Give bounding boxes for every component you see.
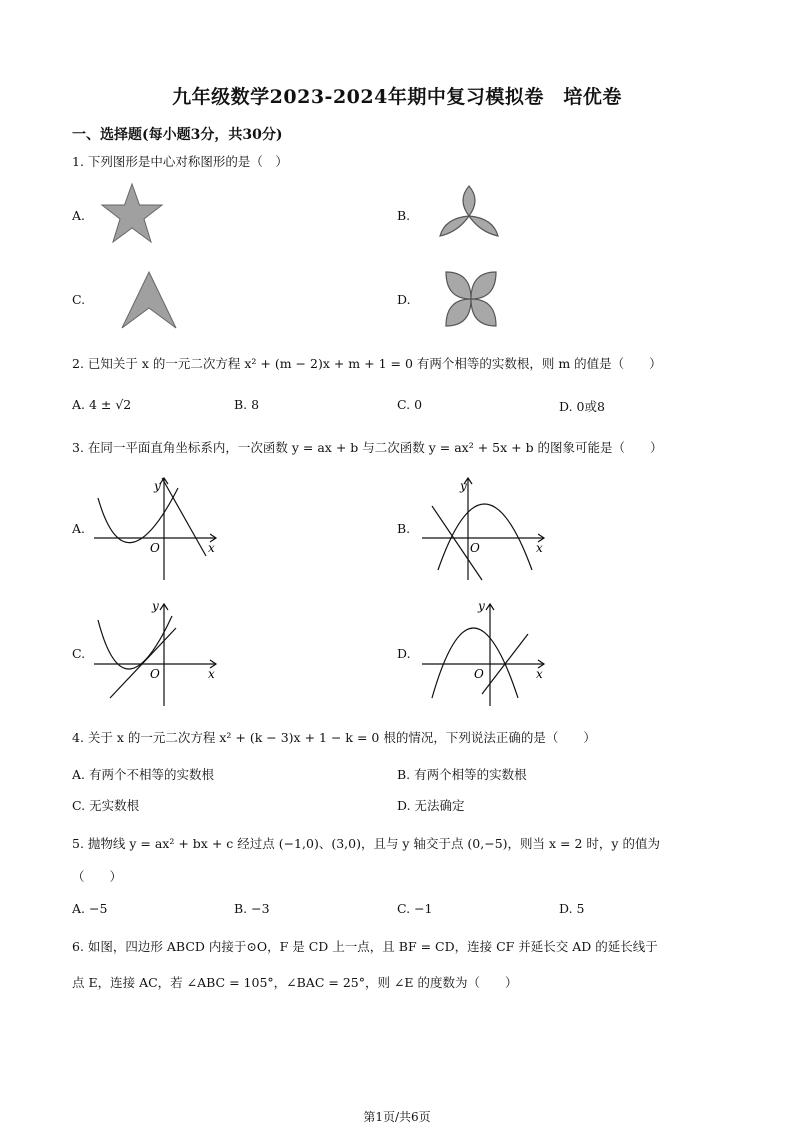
q5-option-c: C. −1 (397, 901, 433, 916)
graph-d (418, 598, 553, 710)
graph-b-y-label: y (460, 479, 467, 493)
q2-option-d: D. 0或8 (559, 399, 605, 414)
q2-option-a: A. 4 ± √2 (72, 397, 132, 412)
q3-option-a: A. (72, 521, 86, 536)
q4-stem: 4. 关于 x 的一元二次方程 x² + (k − 3)x + 1 − k = 0 根的情况，下列说法正确的是（ ） (72, 730, 596, 745)
q1-option-c: C. (72, 292, 86, 307)
q1-option-a: A. (72, 208, 86, 223)
q2-option-b: B. 8 (234, 397, 260, 412)
q4-option-a: A. 有两个不相等的实数根 (72, 767, 214, 782)
three-petal-figure (436, 184, 502, 246)
q5-option-b: B. −3 (234, 901, 270, 916)
star-figure (100, 182, 164, 246)
q4-option-b: B. 有两个相等的实数根 (397, 767, 527, 782)
q6-line-1: 6. 如图，四边形 ABCD 内接于⊙O，F 是 CD 上一点，且 BF = CD，连接 CF 并延长交 AD 的延长线于 (72, 939, 658, 954)
graph-c-y-label: y (152, 599, 159, 613)
graph-a (90, 472, 225, 584)
q1-option-b: B. (397, 208, 411, 223)
q2-stem: 2. 已知关于 x 的一元二次方程 x² + (m − 2)x + m + 1 = 0 有两个相等的实数根，则 m 的值是（ ） (72, 356, 662, 371)
graph-d-x-label: x (536, 667, 543, 681)
graph-a-x-label: x (208, 541, 215, 555)
q3-option-b: B. (397, 521, 411, 536)
graph-a-origin-label: O (150, 541, 160, 555)
q5-option-d: D. 5 (559, 901, 585, 916)
q3-option-d: D. (397, 646, 411, 661)
graph-b (418, 472, 553, 584)
graph-b-origin-label: O (470, 541, 480, 555)
graph-a-y-label: y (154, 479, 161, 493)
graph-c-x-label: x (208, 667, 215, 681)
q4-option-d: D. 无法确定 (397, 798, 465, 813)
arrowhead-figure (120, 270, 178, 330)
q4-option-c: C. 无实数根 (72, 798, 140, 813)
q6-line-2: 点 E，连接 AC，若 ∠ABC = 105°，∠BAC = 25°，则 ∠E 的度数为（ ） (72, 975, 518, 990)
q5-stem-continued: （ ） (72, 869, 123, 884)
graph-b-x-label: x (536, 541, 543, 555)
q1-option-d: D. (397, 292, 411, 307)
four-petal-figure (440, 268, 502, 330)
q5-option-a: A. −5 (72, 901, 108, 916)
section-heading: 一、选择题(每小题3分，共30分) (72, 127, 283, 143)
page-title: 九年级数学2023-2024年期中复习模拟卷 培优卷 (172, 86, 622, 108)
q1-stem: 1. 下列图形是中心对称图形的是（ ） (72, 154, 288, 169)
q2-option-c: C. 0 (397, 397, 423, 412)
graph-d-origin-label: O (474, 667, 484, 681)
q5-stem: 5. 抛物线 y = ax² + bx + c 经过点 (−1,0)、(3,0)，且与 y 轴交于点 (0,−5)，则当 x = 2 时，y 的值为 (72, 836, 660, 851)
graph-c-origin-label: O (150, 667, 160, 681)
graph-c (90, 598, 225, 710)
page-footer: 第1页/共6页 (363, 1110, 431, 1124)
q3-option-c: C. (72, 646, 86, 661)
q3-stem: 3. 在同一平面直角坐标系内，一次函数 y = ax + b 与二次函数 y = ax² + 5x + b 的图象可能是（ ） (72, 440, 663, 455)
graph-d-y-label: y (478, 599, 485, 613)
